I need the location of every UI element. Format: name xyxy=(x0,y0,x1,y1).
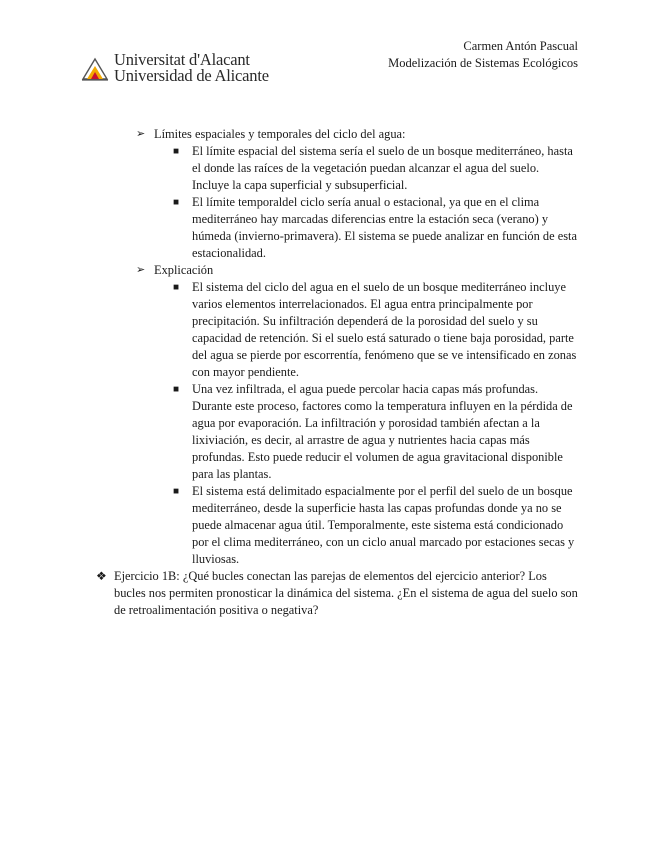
square-bullet-icon: ■ xyxy=(173,197,180,208)
list-item xyxy=(0,381,655,483)
list-item xyxy=(0,194,655,262)
explanation-title: Explicación xyxy=(154,263,214,277)
university-logo xyxy=(80,50,269,88)
square-bullet-icon: ■ xyxy=(173,146,180,157)
square-bullet-icon: ■ xyxy=(173,282,180,293)
explanation-item-1: El sistema del ciclo del agua en el suelo de un bosque mediterráneo incluye varios elementos interrelacionados. El agua entra principalmente por precipitación. Su infiltración dependerá de la porosidad del suelo y su capacidad de retención. Si el suelo está saturado o tiene baja porosidad, parte del agua se pierde por escorrentía, fenómeno que se ve intensificado en zonas con mayor pendiente. xyxy=(192,280,577,379)
logo-line-1: Universitat d'Alacant xyxy=(114,50,250,69)
explanation-item-3: El sistema está delimitado espacialmente por el perfil del suelo de un bosque mediterráneo, desde la superficie hasta las capas profundas donde ya no se puede almacenar agua útil. Temporalmente, este sistema está condicionado por el clima mediterráneo, con un ciclo anual marcado por estaciones secas y lluviosas. xyxy=(192,484,575,566)
limits-title: Límites espaciales y temporales del ciclo del agua: xyxy=(154,127,406,141)
logo-line-2: Universidad de Alicante xyxy=(114,66,269,85)
list-item-limits xyxy=(0,126,655,143)
list-item xyxy=(0,143,655,194)
limits-item-temporal: El límite temporaldel ciclo sería anual o estacional, ya que en el clima mediterráneo hay marcadas diferencias entre la estación seca (verano) y húmeda (invierno-primavera). El sistema se puede analizar en función de esta estacionalidad. xyxy=(192,195,577,260)
square-bullet-icon: ■ xyxy=(173,486,180,497)
list-item-exercise xyxy=(0,568,655,619)
arrow-bullet-icon: ➢ xyxy=(136,264,146,276)
square-bullet-icon: ■ xyxy=(173,384,180,395)
exercise-text: Ejercicio 1B: ¿Qué bucles conectan las parejas de elementos del ejercicio anterior? Los bucles nos permiten pronosticar la dinámica del sistema. ¿En el sistema de agua del suelo son de retroalimentación positiva o negativa? xyxy=(114,569,578,617)
explanation-item-2: Una vez infiltrada, el agua puede percolar hacia capas más profundas. Durante este proceso, factores como la temperatura influyen en la pérdida de agua por evaporación. La infiltración y porosidad también afectan a la lixiviación, es decir, al arrastre de agua y nutrientes hacia capas más profundas. Esto puede reducir el volumen de agua gravitacional disponible para las plantas. xyxy=(192,382,573,481)
document-body xyxy=(0,126,655,619)
list-item xyxy=(0,483,655,568)
logo-text xyxy=(114,52,269,84)
page-header xyxy=(388,38,578,72)
diamond-bullet-icon: ❖ xyxy=(96,569,107,583)
arrow-bullet-icon: ➢ xyxy=(136,128,146,140)
list-item xyxy=(0,279,655,381)
author-name: Carmen Antón Pascual xyxy=(463,39,578,53)
university-logo-icon xyxy=(80,54,110,84)
course-name: Modelización de Sistemas Ecológicos xyxy=(388,56,578,70)
list-item-explanation xyxy=(0,262,655,279)
limits-item-spatial: El límite espacial del sistema sería el suelo de un bosque mediterráneo, hasta el donde las raíces de la vegetación puedan alcanzar el agua del suelo. Incluye la capa superficial y subsuperficial. xyxy=(192,144,573,192)
